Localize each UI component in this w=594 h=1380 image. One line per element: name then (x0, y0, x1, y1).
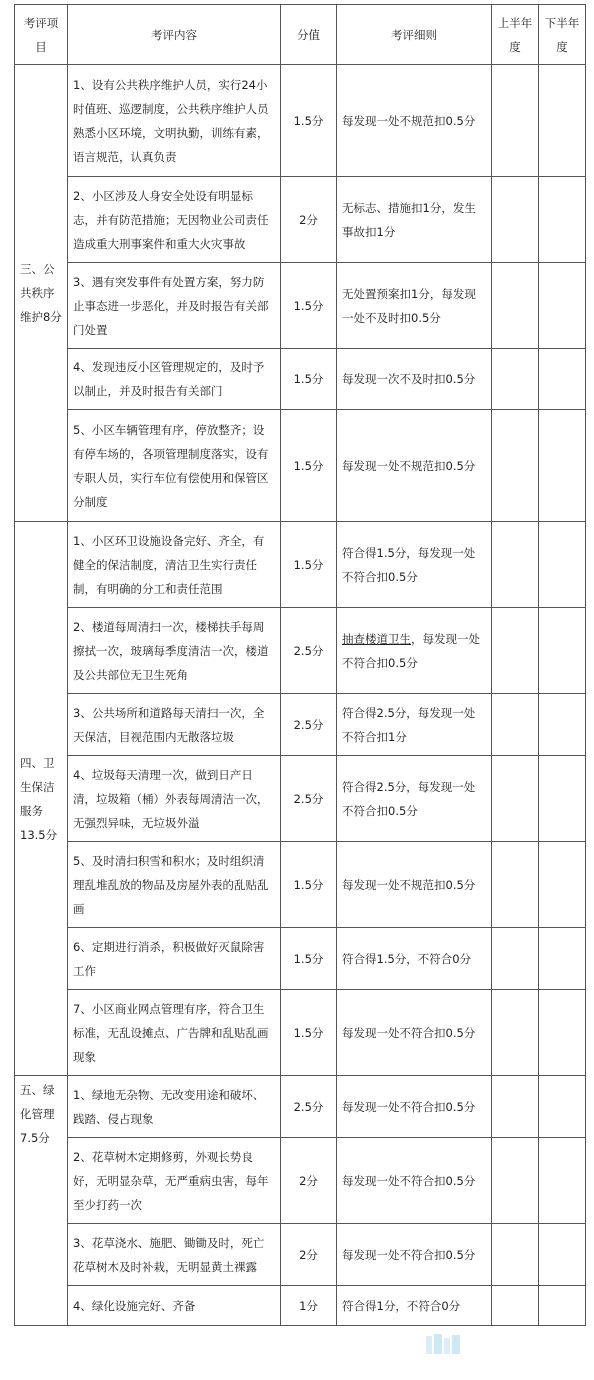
second-half-cell (539, 694, 586, 756)
table-row (15, 990, 586, 1076)
detail-cell: 符合得1分，不符合0分 (337, 1286, 492, 1326)
table-row (15, 1224, 586, 1286)
detail-cell: 每发现一次不及时扣0.5分 (337, 349, 492, 410)
detail-cell: 符合得1.5分，不符合0分 (337, 928, 492, 990)
score-cell: 1.5分 (281, 65, 337, 177)
first-half-cell (492, 1076, 539, 1138)
first-half-cell (492, 263, 539, 349)
category-cell: 五、绿化管理7.5分 (15, 1076, 68, 1326)
header-first-half: 上半年度 (492, 5, 539, 65)
table-row (15, 263, 586, 349)
category-cell: 四、卫生保洁服务13.5分 (15, 522, 68, 1076)
content-cell: 3、花草浇水、施肥、锄锄及时，死亡花草树木及时补栽，无明显黄土裸露 (68, 1224, 281, 1286)
first-half-cell (492, 1224, 539, 1286)
second-half-cell (539, 1138, 586, 1224)
watermark-logo (424, 1332, 464, 1364)
second-half-cell (539, 842, 586, 928)
table-row (15, 608, 586, 694)
detail-cell (337, 608, 492, 694)
detail-text: ，每发现一处不符合扣0.5分 (342, 631, 480, 670)
content-cell: 2、楼道每周清扫一次，楼梯扶手每周擦拭一次，玻璃每季度清洁一次，楼道及公共部位无卫生死角 (68, 608, 281, 694)
category-cell: 三、公共秩序维护8分 (15, 65, 68, 522)
score-cell: 1.5分 (281, 410, 337, 522)
score-cell: 2.5分 (281, 1076, 337, 1138)
detail-underlined-text: 抽查楼道卫生 (342, 631, 411, 646)
content-cell: 4、发现违反小区管理规定的，及时予以制止，并及时报告有关部门 (68, 349, 281, 410)
second-half-cell (539, 608, 586, 694)
first-half-cell (492, 65, 539, 177)
detail-cell: 每发现一处不符合扣0.5分 (337, 1224, 492, 1286)
first-half-cell (492, 410, 539, 522)
detail-cell: 无标志、措施扣1分，发生事故扣1分 (337, 177, 492, 263)
content-cell: 3、公共场所和道路每天清扫一次，全天保洁，目视范围内无散落垃圾 (68, 694, 281, 756)
content-cell: 5、小区车辆管理有序，停放整齐；设有停车场的，各项管理制度落实，设有专职人员，实行车位有偿使用和保管区分制度 (68, 410, 281, 522)
header-content: 考评内容 (68, 5, 281, 65)
second-half-cell (539, 928, 586, 990)
score-cell: 1分 (281, 1286, 337, 1326)
score-cell: 1.5分 (281, 928, 337, 990)
table-row (15, 756, 586, 842)
score-cell: 2.5分 (281, 694, 337, 756)
content-cell: 1、设有公共秩序维护人员，实行24小时值班、巡逻制度，公共秩序维护人员熟悉小区环境，文明执勤，训练有素，语言规范，认真负责 (68, 65, 281, 177)
table-row (15, 522, 586, 608)
score-cell: 1.5分 (281, 263, 337, 349)
second-half-cell (539, 1224, 586, 1286)
second-half-cell (539, 1076, 586, 1138)
detail-cell: 每发现一处不规范扣0.5分 (337, 410, 492, 522)
detail-cell: 每发现一处不规范扣0.5分 (337, 65, 492, 177)
first-half-cell (492, 842, 539, 928)
table-row (15, 1286, 586, 1326)
second-half-cell (539, 1286, 586, 1326)
table-row (15, 1138, 586, 1224)
score-cell: 1.5分 (281, 349, 337, 410)
table-row (15, 1076, 586, 1138)
first-half-cell (492, 1138, 539, 1224)
first-half-cell (492, 522, 539, 608)
table-row (15, 928, 586, 990)
second-half-cell (539, 756, 586, 842)
second-half-cell (539, 522, 586, 608)
watermark-logo-icon (424, 1332, 464, 1358)
content-cell: 5、及时清扫积雪和积水；及时组织清理乱堆乱放的物品及房屋外表的乱贴乱画 (68, 842, 281, 928)
detail-cell: 符合得1.5分，每发现一处不符合扣0.5分 (337, 522, 492, 608)
detail-cell: 符合得2.5分，每发现一处不符合扣0.5分 (337, 756, 492, 842)
score-cell: 2分 (281, 177, 337, 263)
first-half-cell (492, 349, 539, 410)
content-cell: 6、定期进行消杀，积极做好灭鼠除害工作 (68, 928, 281, 990)
score-cell: 2分 (281, 1138, 337, 1224)
header-row (15, 5, 586, 65)
table-row (15, 694, 586, 756)
content-cell: 2、小区涉及人身安全处设有明显标志，并有防范措施；无因物业公司责任造成重大刑事案件和重大火灾事故 (68, 177, 281, 263)
score-cell: 2.5分 (281, 756, 337, 842)
detail-cell: 无处置预案扣1分，每发现一处不及时扣0.5分 (337, 263, 492, 349)
detail-cell: 每发现一处不规范扣0.5分 (337, 842, 492, 928)
detail-cell: 每发现一处不符合扣0.5分 (337, 1138, 492, 1224)
header-score: 分值 (281, 5, 337, 65)
content-cell: 4、绿化设施完好、齐备 (68, 1286, 281, 1326)
table-row (15, 177, 586, 263)
first-half-cell (492, 928, 539, 990)
second-half-cell (539, 263, 586, 349)
second-half-cell (539, 177, 586, 263)
first-half-cell (492, 1286, 539, 1326)
first-half-cell (492, 756, 539, 842)
second-half-cell (539, 990, 586, 1076)
first-half-cell (492, 990, 539, 1076)
second-half-cell (539, 349, 586, 410)
score-cell: 2分 (281, 1224, 337, 1286)
first-half-cell (492, 608, 539, 694)
content-cell: 7、小区商业网点管理有序，符合卫生标准，无乱设摊点、广告牌和乱贴乱画现象 (68, 990, 281, 1076)
score-cell: 1.5分 (281, 842, 337, 928)
content-cell: 1、绿地无杂物、无改变用途和破坏、践踏、侵占现象 (68, 1076, 281, 1138)
second-half-cell (539, 410, 586, 522)
first-half-cell (492, 177, 539, 263)
detail-cell: 符合得2.5分，每发现一处不符合扣1分 (337, 694, 492, 756)
second-half-cell (539, 65, 586, 177)
table-row (15, 410, 586, 522)
header-item: 考评项目 (15, 5, 68, 65)
header-detail: 考评细则 (337, 5, 492, 65)
first-half-cell (492, 694, 539, 756)
content-cell: 1、小区环卫设施设备完好、齐全，有健全的保洁制度，清洁卫生实行责任制，有明确的分工和责任范围 (68, 522, 281, 608)
content-cell: 2、花草树木定期修剪，外观长势良好，无明显杂草，无严重病虫害，每年至少打药一次 (68, 1138, 281, 1224)
header-second-half: 下半年度 (539, 5, 586, 65)
score-cell: 2.5分 (281, 608, 337, 694)
score-cell: 1.5分 (281, 522, 337, 608)
table-row (15, 349, 586, 410)
table-row (15, 842, 586, 928)
evaluation-table (14, 4, 586, 1326)
content-cell: 4、垃圾每天清理一次，做到日产日清，垃圾箱（桶）外表每周清洁一次，无强烈异味，无垃圾外溢 (68, 756, 281, 842)
detail-cell: 每发现一处不符合扣0.5分 (337, 990, 492, 1076)
detail-cell: 每发现一处不符合扣0.5分 (337, 1076, 492, 1138)
score-cell: 1.5分 (281, 990, 337, 1076)
content-cell: 3、遇有突发事件有处置方案，努力防止事态进一步恶化，并及时报告有关部门处置 (68, 263, 281, 349)
table-row (15, 65, 586, 177)
